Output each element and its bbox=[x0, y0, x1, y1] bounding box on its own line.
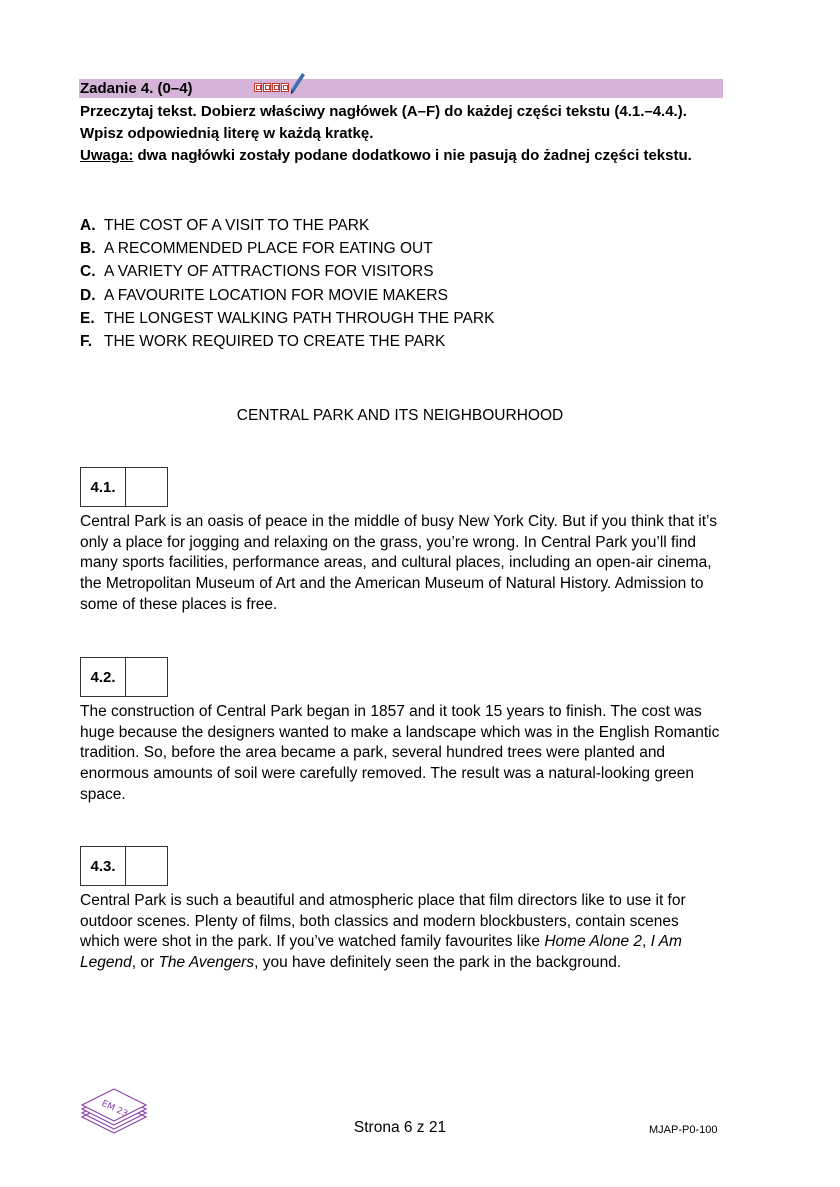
answer-input-4-2[interactable] bbox=[126, 658, 167, 696]
page-number: Strona 6 z 21 bbox=[353, 1119, 447, 1136]
film-title: I Am Legend bbox=[80, 933, 682, 972]
heading-letter: F. bbox=[80, 333, 93, 351]
part-number: 4.3. bbox=[81, 847, 126, 885]
heading-options-list bbox=[80, 214, 494, 353]
instruction-note bbox=[80, 145, 740, 167]
paragraph-4-1: Central Park is an oasis of peace in the middle of busy New York City. But if you think that it’s only a place for jogging and relaxing on the grass, you’re wrong. In Central Park you’ll find many sports facilities, performance areas, and cultural places, including an open-air cinema, the Metropolitan Museum of Art and the American Museum of Natural History. Admission to some of these places is free. bbox=[80, 513, 717, 613]
reading-text-title: CENTRAL PARK AND ITS NEIGHBOURHOOD bbox=[236, 407, 564, 424]
part-number: 4.2. bbox=[81, 658, 126, 696]
answer-box-4-1 bbox=[80, 467, 168, 507]
paragraph-text: , you have definitely seen the park in the background. bbox=[254, 954, 622, 972]
heading-letter: A. bbox=[80, 217, 96, 234]
answer-input-4-3[interactable] bbox=[126, 847, 167, 885]
instruction-line: Przeczytaj tekst. Dobierz właściwy nagłówek (A–F) do każdej części tekstu (4.1.–4.4.). bbox=[80, 103, 687, 120]
heading-option bbox=[80, 284, 494, 307]
heading-option bbox=[80, 214, 494, 237]
heading-letter: C. bbox=[80, 263, 96, 281]
task-title: Zadanie 4. (0–4) bbox=[80, 80, 193, 97]
heading-text: THE COST OF A VISIT TO THE PARK bbox=[104, 217, 370, 234]
logo-text: EM 23 bbox=[99, 1098, 130, 1120]
scoring-boxes bbox=[254, 83, 289, 94]
instruction-line: Wpisz odpowiednią literę w każdą kratkę. bbox=[80, 125, 374, 142]
separator: , bbox=[642, 933, 651, 951]
score-box bbox=[254, 83, 262, 92]
score-box bbox=[272, 83, 280, 92]
heading-option bbox=[80, 307, 494, 330]
pen-icon bbox=[288, 72, 306, 96]
heading-text: A VARIETY OF ATTRACTIONS FOR VISITORS bbox=[104, 263, 434, 281]
part-number: 4.1. bbox=[81, 468, 126, 506]
score-box bbox=[263, 83, 271, 92]
heading-letter: E. bbox=[80, 309, 95, 327]
film-title: Home Alone 2 bbox=[544, 933, 643, 951]
exam-code: MJAP-P0-100 bbox=[649, 1124, 718, 1136]
heading-option bbox=[80, 237, 494, 260]
separator: , or bbox=[131, 954, 159, 972]
note-label: Uwaga: bbox=[80, 147, 134, 164]
heading-text: A RECOMMENDED PLACE FOR EATING OUT bbox=[104, 240, 433, 258]
paragraph-text: Central Park is such a beautiful and atmospheric place that film directors like to use it for outdoor scenes. Plenty of films, both classics and modern blockbusters, contain scenes which were shot in the park. If you’ve watched family favourites like bbox=[80, 892, 686, 951]
answer-box-4-2 bbox=[80, 657, 168, 697]
heading-letter: B. bbox=[80, 240, 96, 258]
answer-input-4-1[interactable] bbox=[126, 468, 167, 506]
heading-option bbox=[80, 260, 494, 283]
heading-text: THE LONGEST WALKING PATH THROUGH THE PARK bbox=[104, 309, 495, 327]
note-text: dwa nagłówki zostały podane dodatkowo i nie pasują do żadnej części tekstu. bbox=[133, 147, 692, 164]
heading-text: THE WORK REQUIRED TO CREATE THE PARK bbox=[104, 333, 446, 351]
heading-option bbox=[80, 330, 494, 353]
paragraph-4-2: The construction of Central Park began in 1857 and it took 15 years to finish. The cost was huge because the designers wanted to make a landscape which was in the English Romantic tradition. So, before the area became a park, several hundred trees were planted and enormous amounts of soil were carefully removed. The result was a natural-looking green space. bbox=[80, 703, 720, 803]
heading-letter: D. bbox=[80, 286, 96, 304]
heading-text: A FAVOURITE LOCATION FOR MOVIE MAKERS bbox=[104, 286, 448, 304]
task-instructions bbox=[80, 101, 740, 167]
paragraph-4-3 bbox=[80, 891, 720, 974]
answer-box-4-3 bbox=[80, 846, 168, 886]
film-title: The Avengers bbox=[158, 954, 255, 972]
